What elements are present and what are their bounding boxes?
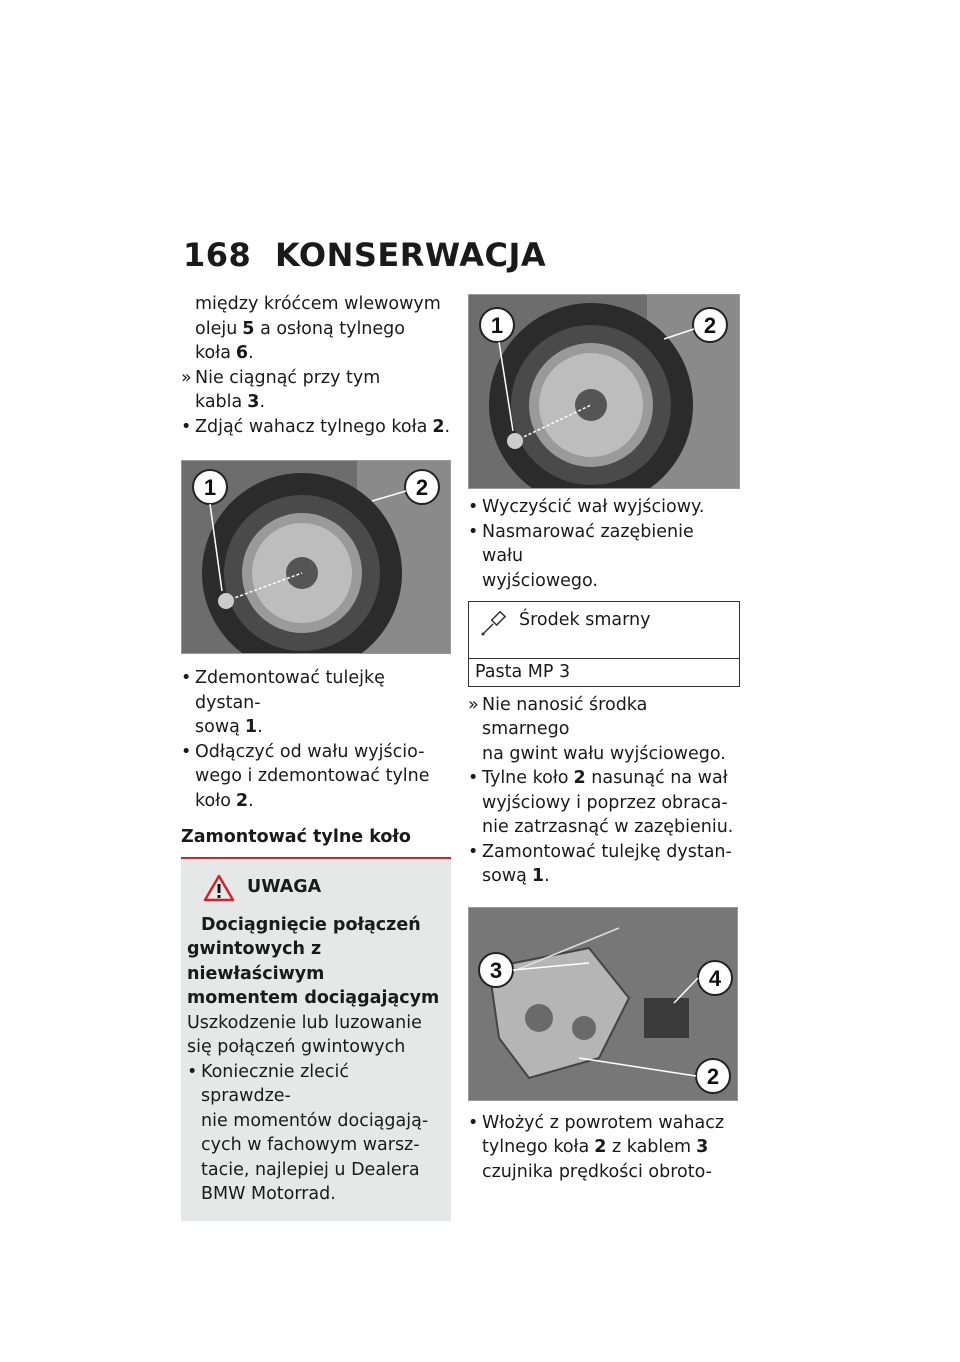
page-header xyxy=(183,236,546,274)
intro-line: między króćcem wlewowym xyxy=(195,294,441,314)
section-title: Zamontować tylne koło xyxy=(181,825,451,859)
lubricant-title: Środek smarny xyxy=(519,610,651,630)
list-item: • Zamontować tulejkę dystan- xyxy=(468,840,740,865)
callout-label: 1 xyxy=(203,475,217,500)
list-item: • Tylne koło 2 nasunąć na wał xyxy=(468,766,740,791)
figure-swingarm xyxy=(468,907,738,1101)
reference-number: 3 xyxy=(247,392,260,412)
list-item: • Zdemontować tulejkę dystan- xyxy=(181,668,385,713)
intro-line: koła 6. xyxy=(195,343,254,363)
list-item: » Nie ciągnąć przy tym kabla 3. xyxy=(181,367,381,412)
bullet-icon: • xyxy=(468,497,479,517)
reference-number: 3 xyxy=(696,1137,709,1157)
reference-number: 2 xyxy=(235,790,249,811)
list-item: • Odłączyć od wału wyjścio- xyxy=(181,740,451,765)
bullet-icon: • xyxy=(181,416,192,437)
bullet-icon: • xyxy=(187,1061,198,1082)
bullet-icon: • xyxy=(468,841,479,862)
bullet-icon: • xyxy=(468,521,479,542)
callout-label: 4 xyxy=(708,965,722,991)
result-arrow-icon: » xyxy=(181,367,192,388)
page-title: KONSERWACJA xyxy=(275,236,547,274)
bullet-icon: • xyxy=(468,768,479,788)
list-item: • Włożyć z powrotem wahacz xyxy=(468,1111,740,1136)
callout-label: 1 xyxy=(490,313,504,338)
bullet-icon: • xyxy=(181,668,192,688)
warning-box: UWAGA Dociągnięcie połączeń gwintowych z niewłaściwym momentem dociągającym Uszkodzenie lub luzowanie się połączeń gwintowych • Koniecznie zlecić sprawdze- nie momentów dociągają- cych w fachowym warsz- tacie, najlepiej u Dealera BMW Motorrad. xyxy=(181,859,451,1221)
warning-label: UWAGA xyxy=(247,877,322,898)
reference-number: 2 xyxy=(594,1137,607,1157)
list-item: • Koniecznie zlecić sprawdze- xyxy=(187,1061,350,1106)
grease-gun-icon xyxy=(479,608,509,638)
lubricant-value: Pasta MP 3 xyxy=(475,662,571,682)
reference-number: 2 xyxy=(573,768,586,788)
callout-label: 2 xyxy=(415,475,429,500)
list-item: • Zdjąć wahacz tylnego koła 2. xyxy=(181,415,451,440)
figure-wheel-right xyxy=(468,294,740,489)
intro-line: oleju 5 a osłoną tylnego xyxy=(195,318,405,339)
list-item: • Wyczyścić wał wyjściowy. xyxy=(468,495,740,520)
list-item: • Nasmarować zazębienie wału xyxy=(468,521,694,566)
bullet-icon: • xyxy=(468,1112,479,1133)
reference-number: 6 xyxy=(235,343,249,363)
page-number: 168 xyxy=(183,236,252,274)
warning-triangle-icon xyxy=(203,874,235,902)
reference-number: 2 xyxy=(432,416,445,437)
figure-wheel-left xyxy=(181,460,451,654)
callout-label: 3 xyxy=(489,957,503,983)
callout-label: 2 xyxy=(706,1063,720,1089)
left-column: między króćcem wlewowym oleju 5 a osłoną tylnego koła 6. » Nie ciągnąć przy tym kabla 3. • Zdjąć wahacz tylnego koła 2. 1 2 • Zdemontować tulejkę dystan- sową 1. • Odłączyć od wału wyjścio- wego i zdemontować tylne koło 2. Zamontować tylne koło UWAGA Dociągnięcie połączeń gwintowych z niewłaściwym momentem dociągającym Uszkodzenie lub luzowanie się połączeń gwintowych • Koniecznie zlecić sprawdze- nie momentów dociągają- cych w fachowym warsz- tacie, najlepiej u Dealera BMW Motorrad. xyxy=(181,292,451,1221)
bullet-icon: • xyxy=(181,741,192,762)
reference-number: 1 xyxy=(531,866,545,886)
reference-number: 1 xyxy=(244,717,258,737)
callout-label: 2 xyxy=(703,313,717,338)
right-column: 1 2 • Wyczyścić wał wyjściowy. • Nasmarować zazębienie wału wyjściowego. Środek smarny Pasta MP 3 » Nie nanosić środka smarnego na gwint wału wyjściowego. • Tylne koło 2 nasunąć na wał wyjściowy i poprzez obraca- nie zatrzasnąć w zazębieniu. • Zamontować tulejkę dystan- sową 1. 3 4 2 • Włożyć z powrotem wahacz tylnego koła 2 z kablem 3 czujnika prędkości obroto- xyxy=(468,294,740,1184)
lubricant-box xyxy=(468,601,740,687)
list-item: » Nie nanosić środka smarnego xyxy=(468,694,648,739)
result-arrow-icon: » xyxy=(468,694,479,715)
reference-number: 5 xyxy=(242,318,255,339)
